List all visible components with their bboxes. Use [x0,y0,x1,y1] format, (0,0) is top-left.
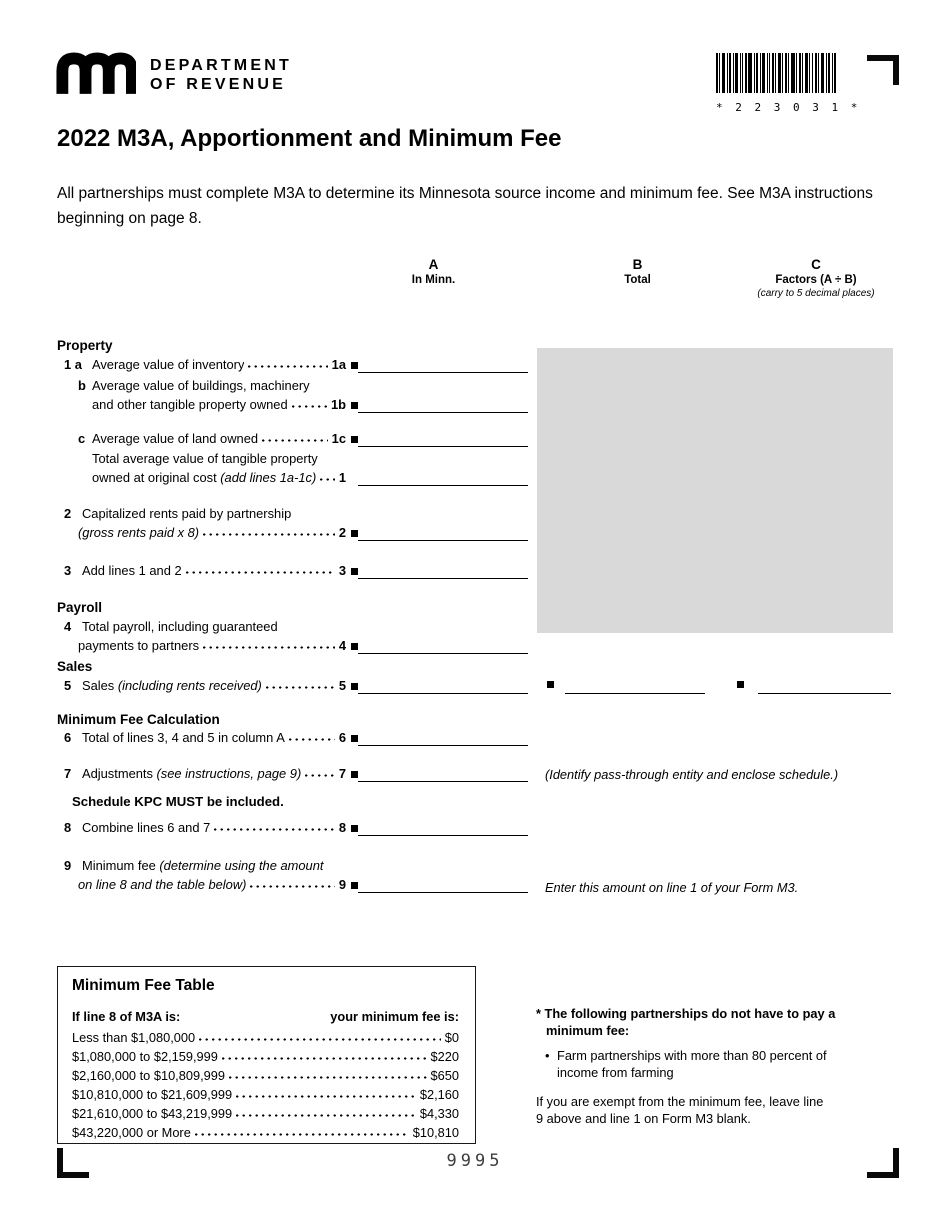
form-row-1c [64,429,893,448]
line-number: 7 [64,766,72,781]
entry-line-4-col-a[interactable] [358,653,528,654]
line-ref: 2 [338,525,346,540]
fee-table-row: $2,160,000 to $10,809,999 $650 [72,1068,459,1083]
line-label: Add lines 1 and 2 [82,563,182,578]
entry-line-5-col-c[interactable] [758,693,891,694]
line-number: b [78,378,86,393]
note-line-7: (Identify pass-through entity and enclose schedule.) [545,767,839,782]
section-header-payroll: Payroll [57,600,103,615]
schedule-kpc-note: Schedule KPC MUST be included. [72,794,284,809]
dot-leader [289,736,335,743]
form-row-2 [64,504,893,542]
line-ref: 5 [338,678,346,693]
form-row-5 [64,676,893,695]
line-label: Minimum fee (determine using the amount [82,858,324,873]
form-row-3 [64,561,893,580]
form-row-1-total [64,449,893,487]
line-ref: 4 [338,638,346,653]
barcode-label: * 2 2 3 0 3 1 * [716,101,861,114]
note-line-9: Enter this amount on line 1 of your Form M3. [545,880,799,895]
entry-line-7-col-a[interactable] [358,781,528,782]
entry-line-3-col-a[interactable] [358,578,528,579]
line-ref: 7 [338,766,346,781]
column-b-letter: B [632,257,643,272]
field-marker-square [351,643,358,650]
line-label: Average value of buildings, machinery [92,378,310,393]
intro-text: All partnerships must complete M3A to determine its Minnesota source income and minimum fee. See M3A instructions beginning on page 8. [57,185,873,227]
fee-table-row: Less than $1,080,000 $0 [72,1030,459,1045]
line-ref: 8 [338,820,346,835]
field-marker-square [351,825,358,832]
column-c-sublabel: (carry to 5 decimal places) [757,288,875,299]
line-number: 8 [64,820,72,835]
line-label: owned at original cost (add lines 1a-1c) [92,470,317,485]
field-marker-square [547,681,554,688]
dot-leader [292,403,327,410]
line-label: Total average value of tangible property [92,451,318,466]
line-ref: 1b [330,397,346,412]
print-corner-mark-bottom-left [57,1148,89,1178]
line-label: Total of lines 3, 4 and 5 in column A [82,730,285,745]
line-ref: 6 [338,730,346,745]
line-label: (gross rents paid x 8) [78,525,200,540]
fee-table-title: Minimum Fee Table [72,977,215,994]
line-number: 1 a [64,357,82,372]
line-ref: 1c [331,431,346,446]
agency-name-line1: DEPARTMENT [150,57,292,74]
dot-leader [186,569,335,576]
dot-leader [195,1131,409,1138]
column-header-c [740,256,892,300]
dot-leader [305,772,335,779]
agency-name [150,56,292,94]
minnesota-mn-logo-icon [56,52,136,99]
field-marker-square [737,681,744,688]
dot-leader [214,826,335,833]
form-row-6 [64,728,893,747]
column-a-letter: A [428,257,439,272]
fee-table-row: $1,080,000 to $2,159,999 $220 [72,1049,459,1064]
dot-leader [320,476,335,483]
line-ref: 3 [338,563,346,578]
line-ref: 1a [331,357,346,372]
line-label: Combine lines 6 and 7 [82,820,211,835]
dot-leader [203,531,335,538]
fee-table-col1-header: If line 8 of M3A is: [72,1009,181,1024]
line-label: Adjustments (see instructions, page 9) [82,766,302,781]
entry-line-9-col-a[interactable] [358,892,528,893]
line-number: 4 [64,619,72,634]
line-number: 6 [64,730,72,745]
entry-line-5-col-b[interactable] [565,693,705,694]
form-row-4 [64,617,893,655]
section-header-property: Property [57,338,113,353]
column-b-label: Total [624,274,651,286]
line-label: Average value of inventory [92,357,245,372]
print-corner-mark-bottom-right [867,1148,899,1178]
minimum-fee-table [57,966,476,1144]
field-marker-square [351,362,358,369]
line-label: Total payroll, including guaranteed [82,619,278,634]
fee-table-row: $10,810,000 to $21,609,999 $2,160 [72,1087,459,1102]
form-footer-code: 9995 [446,1151,504,1171]
exemption-note [536,1006,844,1127]
dot-leader [266,684,335,691]
line-label: Capitalized rents paid by partnership [82,506,292,521]
line-ref: 9 [338,877,346,892]
line-number: 9 [64,858,72,873]
section-header-sales: Sales [57,659,93,674]
line-number: c [78,431,86,446]
fee-table-col2-header: your minimum fee is: [330,1009,459,1024]
dot-leader [248,363,327,370]
field-marker-square [351,683,358,690]
dot-leader [236,1112,416,1119]
exemption-paragraph: If you are exempt from the minimum fee, leave line 9 above and line 1 on Form M3 blank. [536,1094,824,1126]
line-number: 5 [64,678,72,693]
column-header-a [381,256,486,287]
form-row-1a [64,355,893,374]
column-c-label: Factors (A ÷ B) [775,274,857,286]
form-row-8 [64,818,893,837]
exemption-heading: * The following partnerships do not have to pay a minimum fee: [536,1006,836,1038]
dot-leader [236,1093,416,1100]
fee-table-row: $43,220,000 or More $10,810 [72,1125,459,1140]
entry-line-6-col-a[interactable] [358,745,528,746]
field-marker-square [351,402,358,409]
field-marker-square [351,568,358,575]
column-a-label: In Minn. [411,274,456,286]
column-c-letter: C [811,257,821,272]
line-label: Average value of land owned [92,431,259,446]
entry-line-8-col-a[interactable] [358,835,528,836]
field-marker-square [351,530,358,537]
field-marker-square [351,882,358,889]
section-header-minimum-fee: Minimum Fee Calculation [57,712,220,727]
dot-leader [203,644,335,651]
entry-line-1a-col-a[interactable] [358,372,528,373]
dot-leader [229,1074,427,1081]
form-row-1b [64,376,893,414]
agency-name-line2: OF REVENUE [150,76,287,93]
entry-line-1-col-a[interactable] [358,485,528,486]
exemption-bullet-text: Farm partnerships with more than 80 percent of income from farming [557,1048,827,1080]
dot-leader [262,437,328,444]
print-corner-mark-top-right [867,55,899,85]
dot-leader [250,883,334,890]
dot-leader [222,1055,427,1062]
barcode [716,53,861,114]
entry-line-2-col-a[interactable] [358,540,528,541]
page-title: 2022 M3A, Apportionment and Minimum Fee [57,125,562,152]
entry-line-1c-col-a[interactable] [358,446,528,447]
column-header-b [585,256,690,287]
bullet-icon [545,1048,557,1081]
barcode-bars-icon [716,53,836,93]
line-label: Sales (including rents received) [82,678,262,693]
line-label: on line 8 and the table below) [78,877,247,892]
line-number: 2 [64,506,72,521]
line-number: 3 [64,563,72,578]
line-label: payments to partners [78,638,200,653]
field-marker-square [351,436,358,443]
entry-line-1b-col-a[interactable] [358,412,528,413]
field-marker-square [351,735,358,742]
dot-leader [199,1036,441,1043]
line-ref: 1 [338,470,346,485]
line-label: and other tangible property owned [92,397,288,412]
entry-line-5-col-a[interactable] [358,693,528,694]
field-marker-square [351,771,358,778]
fee-table-row: $21,610,000 to $43,219,999 $4,330 [72,1106,459,1121]
